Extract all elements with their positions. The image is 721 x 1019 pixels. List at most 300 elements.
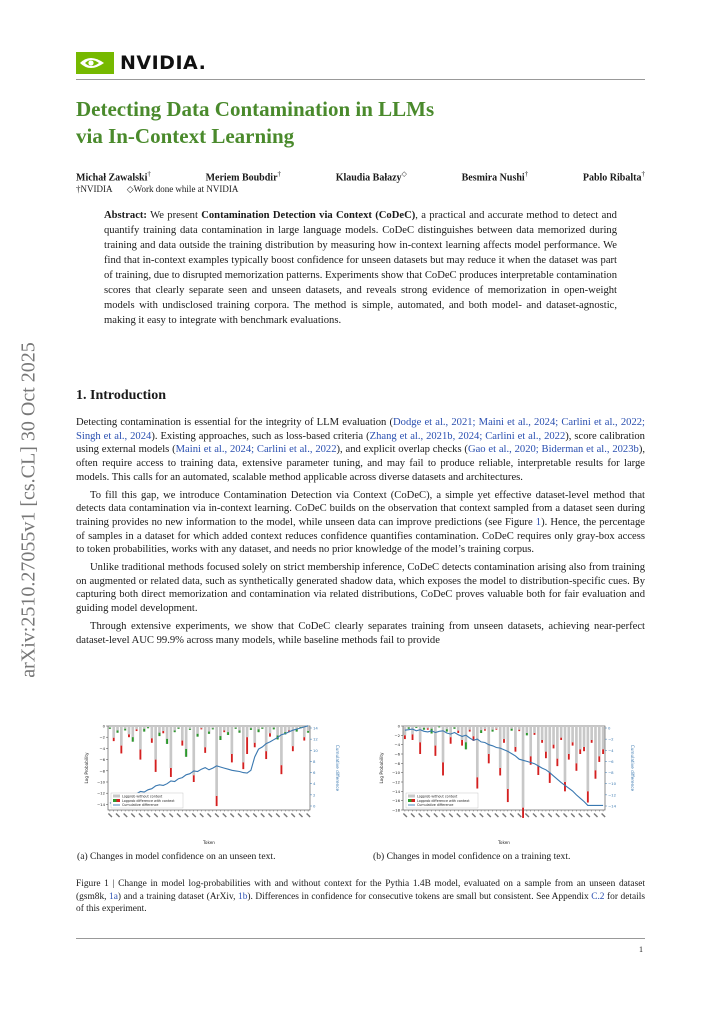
y2-tick-label: 14: [313, 725, 318, 731]
logprob-bar: [529, 726, 532, 756]
diff-bar: [469, 730, 471, 732]
x-tick-label-glyph: [199, 813, 204, 818]
logprob-bar: [587, 726, 590, 791]
diff-bar: [515, 747, 517, 752]
x-tick-label-glyph: [222, 813, 227, 818]
citation-link[interactable]: Dodge et al., 2021; Maini et al., 2024; Carlini et al., 2022; Singh et al., 2024: [76, 417, 645, 442]
logprob-bar: [484, 726, 487, 729]
y-tick-label: −8: [99, 768, 105, 774]
logprob-bar: [120, 726, 123, 746]
logprob-bar: [590, 726, 593, 740]
legend-swatch: [113, 795, 120, 798]
x-tick-label-glyph: [510, 813, 515, 818]
legend-label: Logprob difference with context: [122, 798, 175, 803]
y-tick-label: −14: [391, 788, 400, 794]
x-tick-label-glyph: [479, 813, 484, 818]
y-tick-label: −6: [99, 757, 105, 763]
diff-bar: [549, 773, 551, 783]
diff-bar: [511, 729, 513, 731]
y-tick-label: −14: [96, 801, 105, 807]
y2-tick-label: −10: [608, 781, 617, 787]
logprob-bar: [514, 726, 517, 747]
legend-label: Logprob difference with context: [417, 798, 470, 803]
diff-bar: [124, 729, 126, 731]
y2-tick-label: −2: [608, 736, 614, 742]
x-tick-label-glyph: [276, 813, 281, 818]
figure-1a: [78, 722, 350, 848]
diff-bar: [480, 730, 482, 733]
y-tick-label: −18: [391, 807, 400, 813]
diff-bar: [113, 738, 115, 741]
legend-label: Logprob without context: [122, 794, 163, 799]
logprob-bar: [522, 726, 525, 808]
nvidia-eye-icon: [76, 52, 114, 74]
x-tick-label-glyph: [548, 813, 553, 818]
diff-bar: [457, 731, 459, 733]
diff-bar: [139, 750, 141, 760]
logprob-bar: [154, 726, 157, 760]
legend-label: Logprob without context: [417, 794, 458, 799]
diff-bar: [499, 768, 501, 775]
logprob-bar: [419, 726, 422, 742]
x-tick-label-glyph: [108, 813, 113, 818]
header-rule: [76, 79, 645, 80]
x-tick-label-glyph: [449, 813, 454, 818]
diff-bar: [292, 746, 294, 751]
section-heading: 1. Introduction: [76, 388, 166, 403]
logprob-bar: [223, 726, 226, 730]
diff-bar: [227, 732, 229, 735]
logprob-bar: [181, 726, 184, 741]
legend-swatch: [408, 799, 412, 802]
paper-title: [76, 96, 434, 150]
y-tick-label: −6: [394, 751, 400, 757]
x-tick-label-glyph: [517, 813, 522, 818]
title-line-1: Detecting Data Contamination in LLMs: [76, 97, 435, 121]
diff-bar: [189, 729, 191, 730]
y2-axis-label: Cumulative difference: [630, 744, 635, 792]
diff-bar: [427, 728, 429, 729]
diff-bar: [136, 729, 138, 731]
x-axis-label: Token: [498, 840, 510, 845]
logprob-bar: [242, 726, 245, 762]
y-axis-label: Log Probability: [84, 752, 89, 784]
logprob-bar: [461, 726, 464, 740]
author: Michał Zawalski†: [76, 170, 151, 184]
y-tick-label: −12: [391, 779, 400, 785]
diff-bar: [250, 728, 252, 730]
logprob-bar: [404, 726, 407, 735]
diff-bar: [572, 742, 574, 745]
diff-bar: [120, 746, 122, 754]
logprob-bar: [594, 726, 597, 770]
diff-bar: [568, 754, 570, 760]
diff-bar: [273, 728, 275, 730]
logprob-bar: [162, 726, 165, 731]
diff-bar: [178, 728, 180, 729]
x-tick-label-glyph: [555, 813, 560, 818]
x-tick-label-glyph: [494, 813, 499, 818]
x-tick-label-glyph: [253, 813, 258, 818]
logprob-bar: [200, 726, 203, 728]
x-tick-label-glyph: [403, 813, 408, 818]
logprob-bar: [575, 726, 578, 763]
x-tick-label-glyph: [215, 813, 220, 818]
paragraph: Unlike traditional methods focused solely on strict membership inference, CoDeC detects contamination arising also from training on augmented or related data, such as synthetically generated shadow data, which exposes the model to distribution-specific cues. By capturing both direct memorization and contamination via related distributions, CoDeC proves valuable both for fair evaluation and guiding model development.: [76, 562, 645, 615]
diff-bar: [545, 752, 547, 759]
x-tick-label-glyph: [146, 813, 151, 818]
diff-bar: [181, 741, 183, 746]
x-tick-label-glyph: [411, 813, 416, 818]
diff-bar: [488, 754, 490, 763]
diff-bar: [598, 756, 600, 762]
diff-bar: [450, 737, 452, 744]
logprob-bar: [552, 726, 555, 745]
diff-bar: [404, 735, 406, 739]
diff-bar: [204, 747, 206, 753]
logprob-bar: [288, 726, 291, 730]
x-tick-label-glyph: [571, 813, 576, 818]
legend-swatch: [117, 799, 121, 802]
logprob-bar: [495, 726, 498, 729]
chart-1a: [78, 722, 350, 848]
logprob-bar: [548, 726, 551, 773]
y-tick-label: 0: [102, 723, 105, 729]
diff-bar: [583, 747, 585, 751]
logprob-bar: [265, 726, 268, 751]
x-tick-label-glyph: [291, 813, 296, 818]
logprob-bar: [426, 726, 429, 728]
logprob-bar: [583, 726, 586, 747]
diff-bar: [231, 754, 233, 762]
x-tick-label-glyph: [138, 813, 143, 818]
y-axis-label: Log Probability: [379, 752, 384, 784]
x-tick-label-glyph: [433, 813, 438, 818]
x-tick-label-glyph: [207, 813, 212, 818]
y2-tick-label: −4: [608, 747, 614, 753]
logprob-bar: [556, 726, 559, 759]
logprob-bar: [564, 726, 567, 782]
title-line-2: via In-Context Learning: [76, 124, 295, 148]
figure-1b: [373, 722, 645, 848]
y-tick-label: −2: [394, 732, 400, 738]
arxiv-sidebar-stamp: arXiv:2510.27055v1 [cs.CL] 30 Oct 2025: [17, 342, 40, 678]
x-tick-label-glyph: [578, 813, 583, 818]
diff-bar: [143, 729, 145, 732]
x-tick-label-glyph: [525, 813, 530, 818]
y2-tick-label: −14: [608, 803, 617, 809]
x-tick-label-glyph: [586, 813, 591, 818]
x-tick-label-glyph: [502, 813, 507, 818]
y2-tick-label: 6: [313, 770, 316, 776]
legend-swatch: [113, 799, 117, 802]
abstract: Abstract: We present Contamination Detection via Context (CoDeC), a practical and accurate method to detect and quantify training data contamination in large language models. CoDeC distinguishes between data memorized during training and data outside the training distribution by measuring how in-context learning affects model performance. We find that in-context examples typically boost confidence for unseen datasets but may reduce it when the dataset was part of training, due to disrupted memorization patterns. Experiments show that CoDeC produces interpretable contamination scores that clearly separate seen and unseen datasets, and reveals strong evidence of memorization in open-weight models with undisclosed training corpora. The method is simple, automated, and both model- and dataset-agnostic, making it easy to integrate with benchmark evaluations.: [104, 210, 617, 326]
logprob-bar: [112, 726, 115, 738]
diff-bar: [147, 727, 149, 728]
x-tick-label-glyph: [192, 813, 197, 818]
logprob-bar: [503, 726, 506, 739]
diff-bar: [170, 768, 172, 777]
x-tick-label-glyph: [230, 813, 235, 818]
diff-bar: [461, 740, 463, 746]
body-text: [76, 416, 645, 651]
y2-tick-label: 12: [313, 736, 318, 742]
diff-bar: [419, 742, 421, 754]
diff-bar: [197, 734, 199, 737]
logprob-bar: [537, 726, 540, 766]
logprob-bar: [602, 726, 605, 749]
diff-bar: [280, 765, 282, 774]
x-tick-label-glyph: [456, 813, 461, 818]
x-tick-label-glyph: [177, 813, 182, 818]
x-axis-label: Token: [203, 840, 215, 845]
x-tick-label-glyph: [161, 813, 166, 818]
figure-ref-link[interactable]: 1a: [109, 891, 118, 902]
footer-rule: [76, 938, 645, 939]
diff-bar: [162, 731, 164, 733]
x-tick-label-glyph: [563, 813, 568, 818]
diff-bar: [595, 770, 597, 778]
y-tick-label: −10: [96, 779, 105, 785]
logprob-bar: [280, 726, 283, 765]
x-tick-label-glyph: [426, 813, 431, 818]
x-tick-label-glyph: [245, 813, 250, 818]
diff-bar: [235, 728, 237, 729]
diff-bar: [492, 730, 494, 732]
paragraph: Through extensive experiments, we show that CoDeC clearly separates training from unseen datasets, achieving near-perfect dataset-level AUC 99.9% across many models, while baseline methods fail to provide: [76, 620, 645, 646]
x-tick-label-glyph: [593, 813, 598, 818]
diff-bar: [132, 737, 134, 741]
y-tick-label: −4: [394, 742, 400, 748]
logprob-bar: [571, 726, 574, 742]
brand-name: NVIDIA.: [120, 52, 207, 74]
diff-bar: [185, 749, 187, 757]
x-tick-label-glyph: [533, 813, 538, 818]
citation-link[interactable]: Zhang et al., 2021b, 2024; Carlini et al., 2022: [369, 430, 566, 442]
logprob-bar: [449, 726, 452, 737]
y2-axis-label: Cumulative difference: [335, 744, 340, 792]
diff-bar: [239, 730, 241, 732]
logprob-bar: [518, 726, 521, 730]
diff-bar: [534, 733, 536, 735]
logprob-bar: [231, 726, 234, 754]
y2-tick-label: 0: [608, 725, 611, 731]
y2-tick-label: −6: [608, 758, 614, 764]
logprob-bar: [506, 726, 509, 789]
logprob-bar: [598, 726, 601, 756]
x-tick-label-glyph: [487, 813, 492, 818]
logprob-bar: [253, 726, 256, 743]
diff-bar: [155, 760, 157, 772]
nvidia-logo: [76, 52, 206, 74]
diff-bar: [579, 749, 581, 754]
diff-bar: [575, 763, 577, 770]
diff-bar: [423, 728, 425, 730]
y-tick-label: −2: [99, 734, 105, 740]
diff-bar: [495, 729, 497, 730]
logprob-bar: [560, 726, 563, 738]
diff-bar: [261, 728, 263, 729]
diff-bar: [507, 789, 509, 802]
affiliations: †NVIDIA ◇Work done while at NVIDIA: [76, 184, 239, 194]
diff-bar: [602, 749, 604, 754]
logprob-bar: [468, 726, 471, 730]
x-tick-label-glyph: [601, 813, 606, 818]
logprob-bar: [541, 726, 544, 740]
x-tick-label-glyph: [441, 813, 446, 818]
diff-bar: [258, 729, 260, 732]
diff-bar: [526, 733, 528, 735]
author: Klaudia Bałazy◇: [335, 170, 407, 184]
logprob-bar: [411, 726, 414, 734]
diff-bar: [151, 738, 153, 742]
y2-tick-label: −12: [608, 792, 617, 798]
diff-bar: [412, 734, 414, 740]
figure-ref-link[interactable]: 1: [535, 516, 542, 528]
logprob-bar: [192, 726, 195, 775]
y-tick-label: −12: [96, 790, 105, 796]
paragraph: Detecting contamination is essential for the integrity of LLM evaluation (Dodge et al., 2021; Maini et al., 2024; Carlini et al., 2022; Singh et al., 2024). Existing approaches, such as loss-based criteria (Zhang et al., 2021b, 2024; Carlini et al., 2022), score calibration using external models (Maini et al., 2024; Carlini et al., 2022), and explicit overlap checks (Gao et al., 2020; Biderman et al., 2023b), often require access to training data, extensive parameter tuning, and may fail to produce reliable, interpretable results for large models. This calls for an automated, scalable method applicable across diverse datasets and architectures.: [76, 417, 645, 483]
diff-bar: [556, 759, 558, 766]
x-tick-label-glyph: [123, 813, 128, 818]
x-tick-label-glyph: [540, 813, 545, 818]
logprob-bar: [135, 726, 138, 729]
logprob-bar: [533, 726, 536, 733]
x-tick-label-glyph: [154, 813, 159, 818]
diff-bar: [193, 775, 195, 782]
diff-bar: [166, 739, 168, 744]
logprob-bar: [128, 726, 131, 734]
logprob-bar: [150, 726, 153, 738]
page-number: 1: [639, 945, 643, 954]
legend-label: Cumulative difference: [417, 803, 454, 808]
y-tick-label: −10: [391, 770, 400, 776]
logprob-bar: [269, 726, 272, 733]
y-tick-label: 0: [397, 723, 400, 729]
diff-bar: [246, 737, 248, 754]
diff-bar: [208, 732, 210, 734]
diff-bar: [530, 756, 532, 764]
y2-tick-label: 4: [313, 781, 316, 787]
legend-swatch: [408, 795, 415, 798]
x-tick-label-glyph: [306, 813, 311, 818]
subcaption-a: (a) Changes in model confidence on an unseen text.: [77, 851, 276, 862]
logprob-bar: [579, 726, 582, 749]
x-tick-label-glyph: [418, 813, 423, 818]
diff-bar: [587, 791, 589, 802]
y2-tick-label: 2: [313, 792, 316, 798]
appendix-ref-link[interactable]: C.2: [591, 891, 605, 902]
diff-bar: [591, 740, 593, 743]
logprob-bar: [476, 726, 479, 777]
author: Pablo Ribalta†: [582, 170, 645, 184]
diff-bar: [484, 729, 486, 730]
diff-bar: [269, 733, 271, 736]
diff-bar: [117, 730, 119, 732]
diff-bar: [518, 730, 520, 731]
y-tick-label: −16: [391, 798, 400, 804]
logprob-bar: [215, 726, 218, 796]
diff-bar: [265, 751, 267, 759]
author-list: [76, 170, 645, 183]
x-tick-label-glyph: [116, 813, 121, 818]
logprob-bar: [204, 726, 207, 747]
diff-bar: [254, 743, 256, 747]
citation-link[interactable]: Gao et al., 2020; Biderman et al., 2023b: [467, 444, 639, 456]
diff-bar: [454, 727, 456, 728]
paragraph: To fill this gap, we introduce Contamination Detection via Context (CoDeC), a simple yet effective dataset-level method that detects data contamination via in-context learning. CoDeC builds on the observation that context sampled from a dataset seen during training provides no new information to the model, while unseen data can improve predictions (see Figure 1). Hence, the percentage of samples in a dataset for which added context reduces confidence quantifies contamination. CoDeC requires only gray-box access to token probabilities, works with any dataset, and needs no prior knowledge of the model’s training corpus.: [76, 489, 646, 556]
diff-bar: [553, 745, 555, 749]
logprob-bar: [170, 726, 173, 768]
diff-bar: [503, 739, 505, 743]
diff-bar: [434, 746, 436, 756]
x-tick-label-glyph: [283, 813, 288, 818]
diff-bar: [415, 727, 417, 728]
logprob-bar: [499, 726, 502, 768]
x-tick-label-glyph: [298, 813, 303, 818]
diff-bar: [128, 734, 130, 737]
logprob-bar: [472, 726, 475, 736]
diff-bar: [216, 796, 218, 806]
diff-bar: [159, 733, 161, 736]
x-tick-label-glyph: [464, 813, 469, 818]
diff-bar: [564, 782, 566, 791]
y2-tick-label: 8: [313, 758, 316, 764]
diff-bar: [442, 762, 444, 775]
x-tick-label-glyph: [472, 813, 477, 818]
y-tick-label: −4: [99, 745, 105, 751]
diff-bar: [109, 728, 111, 729]
logprob-bar: [567, 726, 570, 754]
legend-label: Cumulative difference: [122, 803, 159, 808]
diff-bar: [223, 730, 225, 732]
diff-bar: [560, 738, 562, 740]
author: Besmira Nushi†: [461, 170, 529, 184]
y-tick-label: −8: [394, 760, 400, 766]
y2-tick-label: 10: [313, 747, 318, 753]
logprob-bar: [434, 726, 437, 746]
diff-bar: [446, 729, 448, 731]
logprob-bar: [139, 726, 142, 750]
diff-bar: [465, 742, 467, 749]
diff-bar: [438, 726, 440, 727]
legend-swatch: [412, 799, 416, 802]
x-tick-label-glyph: [169, 813, 174, 818]
diff-bar: [242, 762, 244, 769]
diff-bar: [174, 730, 176, 732]
x-tick-label-glyph: [238, 813, 243, 818]
diff-bar: [303, 737, 305, 740]
x-tick-label-glyph: [184, 813, 189, 818]
diff-bar: [212, 728, 214, 729]
logprob-bar: [457, 726, 460, 731]
diff-bar: [537, 766, 539, 775]
diff-bar: [476, 777, 478, 788]
figure-ref-link[interactable]: 1b: [238, 891, 248, 902]
diff-bar: [541, 740, 543, 743]
x-tick-label-glyph: [131, 813, 136, 818]
logprob-bar: [292, 726, 295, 746]
citation-link[interactable]: Maini et al., 2024; Carlini et al., 2022: [175, 444, 337, 456]
diff-bar: [408, 727, 410, 728]
logprob-bar: [246, 726, 249, 737]
diff-bar: [522, 808, 524, 818]
logprob-bar: [487, 726, 490, 754]
author: Meriem Boubdir†: [205, 170, 282, 184]
x-tick-label-glyph: [260, 813, 265, 818]
logprob-bar: [545, 726, 548, 752]
y2-tick-label: −8: [608, 770, 614, 776]
